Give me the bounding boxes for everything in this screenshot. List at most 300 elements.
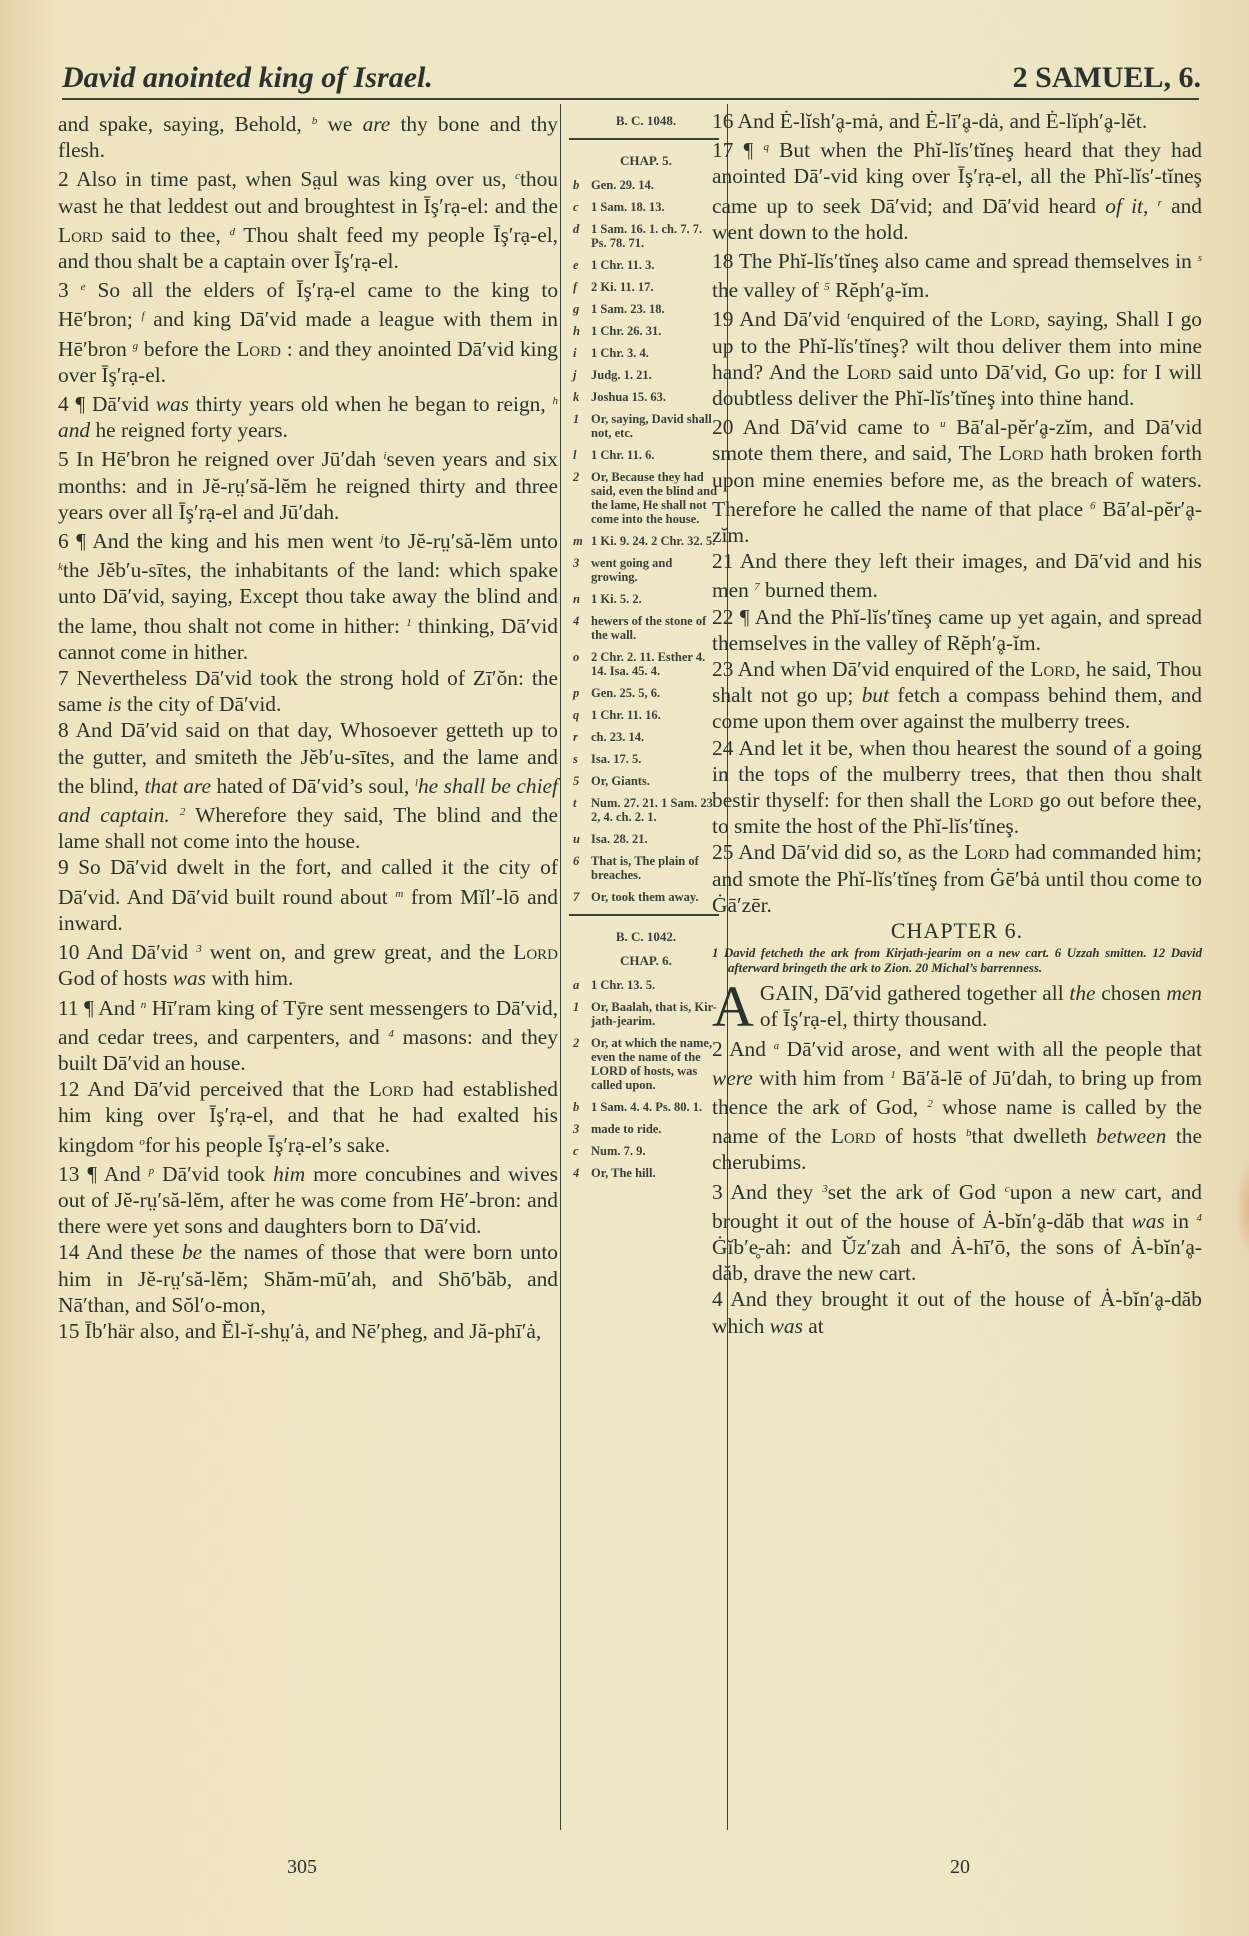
reference-text: 1 Sam. 18. 13. [591,200,665,214]
verse-text: before the [138,336,237,361]
reference-mark: j [380,532,384,545]
verse-text: of Īş′rạ-el, thirty thousand. [759,1007,988,1032]
verse-text: chosen [1095,981,1167,1006]
verse-text: the Jĕb′u-sītes, the inhabitants of the land: which spake unto Dā′vid, saying, Except thou take away the blind and the lame, thou shalt not come in hither: [58,558,558,638]
verse-text: 6 ¶ And the king and his men went [58,529,381,554]
italic-text: be [181,1240,203,1265]
small-caps-text: Lord [964,840,1010,865]
drop-cap: A [712,974,754,1040]
reference-letter: t [573,796,577,810]
reference-mark: 1 [890,1068,896,1081]
reference-text: 1 Ki. 9. 24. 2 Chr. 32. 5. [591,534,716,548]
reference-letter: i [573,346,577,360]
reference-list-chapter-6 [573,978,719,1180]
verse [712,656,1202,735]
reference-text: Or, took them away. [591,890,699,904]
reference-text: hewers of the stone of the wall. [591,614,707,642]
verse-text: and went down to the hold. [712,193,1202,244]
verse-text: Bā′ă-lē of Jū′dah, to bring up from thence the ark of God, [712,1065,1202,1119]
verse [58,388,558,443]
reference-rule [569,138,719,140]
reference-text: Isa. 28. 21. [591,832,648,846]
verse-text: whose name is called by the name of the [712,1094,1202,1149]
verse-text: we [317,112,363,136]
chapter-6-verses [712,974,1203,1339]
date-marker: B. C. 1042. [615,929,677,944]
reference-letter: 4 [573,614,580,628]
reference-text: Isa. 17. 5. [591,752,642,766]
verse-text: : and they anointed Dā′vid king over Īş′rạ-el. [58,336,558,387]
reference-entry [573,302,719,316]
verse-text: 17 ¶ [712,138,764,163]
reference-letter: o [573,650,580,664]
verse [712,548,1202,603]
chapter-heading: CHAPTER 6. [890,918,1024,944]
reference-text: Gen. 25. 5, 6. [591,686,661,700]
reference-entry [573,1000,719,1028]
verse-text: the city of Dā′vid. [121,692,282,717]
verse [712,108,1202,134]
verse [58,717,558,854]
reference-entry [573,448,719,462]
reference-mark: p [148,1164,155,1177]
reference-text: Joshua 15. 63. [591,390,667,404]
reference-letter: h [573,324,580,338]
reference-letter: k [573,390,580,404]
verse-text: said to thee, [102,222,230,247]
reference-entry [573,1122,719,1136]
verse [712,1033,1202,1176]
reference-text: went going and growing. [591,556,673,584]
reference-text: Gen. 29. 14. [591,178,654,192]
reference-text: 1 Chr. 11. 16. [591,708,661,722]
verse [58,1239,558,1318]
verse [712,974,1202,1040]
italic-text: he shall be chief and captain. [58,773,558,828]
reference-entry [573,686,719,700]
reference-mark: 3 [196,943,202,956]
reference-entry [573,1144,719,1158]
reference-letter: g [573,302,580,316]
verse [712,604,1202,656]
small-caps-text: Lord [998,441,1044,466]
verse-text [1148,194,1157,218]
small-caps-text: Lord [58,222,103,247]
reference-mark: 4 [1196,1211,1202,1224]
verse-text: Dā′vid arose, and went with all the people that [779,1036,1202,1061]
reference-mark: m [395,887,404,900]
reference-letter: r [573,730,578,744]
reference-text: 1 Chr. 11. 3. [591,258,655,272]
verse-text: 4 And they brought it out of the house of Ȧ-bĭn′ḁ-dăb which [712,1287,1202,1338]
verse-text: 10 And Dā′vid [58,940,197,965]
verse-text: Thou shalt feed my people Īş′rạ-el, and thou shalt be a captain over Īş′rạ-el. [58,222,558,274]
reference-entry [573,890,719,904]
reference-letter: m [573,534,583,548]
reference-letter: c [573,200,579,214]
verse-text: But when the Phĭ-lĭs′tĭneş heard that they had anointed Dā′-vid king over Īş′rạ-el, all the Phĭ-lĭs′-tĭneş came up to seek Dā′vid; and Dā′vid heard [712,138,1203,218]
verse-text: Hī′ram king of Tȳre sent messengers to Dā′vid, and cedar trees, and carpenters, and [58,995,558,1049]
verse-text: , he said, Thou shalt not go up; [712,657,1202,708]
italic-text: of it, [1105,193,1149,218]
reference-letter: 5 [573,774,580,788]
small-caps-text: Lord [988,788,1034,813]
verse-text: 19 And Dā′vid [712,307,848,332]
reference-text: Num. 7. 9. [591,1144,646,1158]
reference-mark: 4 [388,1027,394,1040]
reference-text: 1 Chr. 11. 6. [591,448,655,462]
verse-text: 7 Nevertheless Dā′vid took the strong hold of Zī′ŏn: the same [58,666,558,717]
small-caps-text: Lord [236,336,281,361]
small-caps-text: Lord [1030,657,1076,682]
reference-mark: 5 [824,281,830,294]
verse-text: 25 And Dā′vid did so, as the [712,840,965,865]
verse-text: 5 In Hē′bron he reigned over Jū′dah [58,447,384,472]
italic-text: men [1166,981,1202,1006]
chapter-marker: CHAP. 6. [620,953,672,968]
verse [712,1286,1202,1338]
verse-text: God of hosts [58,966,173,991]
verse-text: 18 The Phĭ-lĭs′tĭneş also came and spread themselves in [712,249,1198,274]
reference-letter: p [573,686,580,700]
reference-text: 1 Chr. 13. 5. [591,978,656,992]
small-caps-text: Lord [830,1124,876,1149]
reference-mark: 7 [754,581,760,594]
reference-entry [573,854,719,882]
italic-text: was [1131,1208,1165,1233]
verse [712,134,1202,245]
reference-mark: t [847,310,851,323]
reference-mark: b [311,115,318,127]
reference-letter: j [573,368,577,382]
italic-text: and [58,418,91,443]
verse-text: Bā′al-pĕr′ḁ-zĭm, and Dā′vid smote them there, and said, The [712,415,1202,466]
verse-text: Bā′al-pĕr′ḁ-zĭm. [712,496,1202,548]
verse-text: the names of those that were born unto him in Jĕ-rṳ′să-lĕm; Shăm-mū′ah, and Shō′băb, and Nā′than, and Sŏl′o-mon, [58,1240,559,1317]
reference-letter: a [573,978,580,992]
reference-text: 1 Ki. 5. 2. [591,592,642,606]
reference-entry [573,470,719,526]
verse-text: 16 And Ė-lĭsh′ḁ-mȧ, and Ė-lī′ḁ-dȧ, and Ė-lĭph′ḁ-lĕt. [712,109,1148,133]
verse-text: with him. [205,966,294,991]
italic-text: were [712,1065,753,1090]
reference-mark: h [552,395,558,408]
page-number-left: 305 [287,1856,317,1878]
chapter-5-verses [712,108,1202,918]
italic-text: that are [144,773,211,798]
reference-entry [573,324,719,338]
reference-text: Num. 27. 21. 1 Sam. 23. 2, 4. ch. 2. 1. [591,796,717,824]
reference-text: Or, Giants. [591,774,650,788]
verse-text: hated of Dā′vid’s soul, [210,773,415,798]
reference-mark: i [383,450,387,463]
verse-text: and spake, saying, Behold, [58,112,312,136]
verse-text: masons: and they built Dā′vid an house. [58,1024,559,1075]
verse [58,443,558,525]
italic-text: was [155,392,190,417]
reference-text: 2 Ki. 11. 17. [591,280,654,294]
verse-text: 3 [58,278,81,303]
reference-mark: g [132,339,139,352]
running-head-right: 2 SAMUEL, 6. [1012,61,1201,94]
reference-entry [573,368,719,382]
reference-mark: s [1197,252,1202,265]
verse-text: Ġĭb′e̥-ah: and Ŭz′zah and Ȧ-hī′ō, the sons of Ȧ-bĭn′ḁ-dăb, drave the new cart. [712,1234,1202,1286]
verse-text: 8 And Dā′vid said on that day, Whosoever getteth up to the gutter, and smiteth the Jĕb′u-sītes, and the lame and the blind, [58,718,558,798]
page-number-right: 20 [950,1856,970,1878]
reference-entry [573,280,719,294]
verse-text: 2 Also in time past, when Sa̤ul was king over us, [58,167,516,192]
reference-entry [573,796,719,824]
verse-text: and king Dā′vid made a league with them in Hē′bron [58,307,558,361]
verse [58,936,558,991]
verse-text: 21 And there they left their images, and Dā′vid and his men [712,549,1202,603]
verse-text: with him from [752,1065,891,1090]
reference-text: 1 Sam. 16. 1. ch. 7. 7. Ps. 78. 71. [591,222,703,250]
reference-mark: 1 [406,616,412,629]
verse-text: hath broken forth upon mine enemies before me, as the breach of waters. Therefore he called the name of that place [712,441,1202,521]
reference-mark: 6 [1090,499,1096,512]
reference-letter: d [573,222,580,236]
verse [58,992,558,1077]
verse-text: at [802,1313,824,1338]
verse-text: upon a new cart, and brought it out of the house of Ȧ-bĭn′ḁ-dăb that [712,1179,1203,1233]
reference-text: Or, Baalah, that is, Kir-jath-jearim. [591,1000,717,1028]
verse-text: Wherefore they said, The blind and the lame shall not come into the house. [58,803,558,854]
reference-text: ch. 23. 14. [591,730,645,744]
reference-letter: q [573,708,580,722]
reference-entry [573,222,719,250]
verse-text: had commanded him; and smote the Phĭ-lĭs′tĭneş from Ġē′bȧ until thou come to Ġā′zēr. [712,840,1202,917]
verse [712,735,1202,840]
reference-text: Judg. 1. 21. [591,368,652,382]
reference-mark: e [80,281,86,294]
verse-text: fetch a compass behind them, and come upon them over against the mulberry trees. [712,683,1202,734]
reference-letter: 6 [573,854,580,868]
verse-text: 11 ¶ And [58,995,141,1020]
reference-mark: o [139,1135,145,1148]
small-caps-text: Lord [846,359,892,384]
verse [58,854,558,936]
verse [58,1158,558,1240]
verse [58,1318,558,1344]
reference-mark: u [940,418,946,431]
reference-letter: s [573,752,578,766]
reference-entry [573,556,719,584]
reference-letter: 7 [573,890,580,904]
verse [58,525,558,665]
reference-letter: 1 [573,1000,580,1014]
small-caps-text: Lord [368,1077,414,1102]
reference-mark: f [141,310,145,323]
verse-text: 14 And these [58,1240,182,1265]
reference-entry [573,1100,719,1114]
verse-text: 22 ¶ And the Phĭ-lĭs′tĭneş came up yet again, and spread themselves in the valley of Rĕph′ḁ-ĭm. [712,604,1202,655]
reference-letter: 2 [573,470,580,484]
verse-text: thinking, Dā′vid cannot come in hither. [58,613,558,664]
reference-list-chapter-5 [573,178,719,904]
verse [712,1176,1202,1287]
verse [712,245,1202,303]
reference-entry [573,1036,719,1092]
italic-text: was [172,966,206,991]
verse [58,108,558,163]
reference-mark: n [140,998,147,1011]
reference-mark: q [763,141,769,154]
verse-text: , saying, Shall I go up to the Phĭ-lĭs′tĭneş? wilt thou deliver them into mine hand? And the [712,307,1202,384]
verse-text: 15 Īb′här also, and Ĕl-ĭ-shṳ′ȧ, and Nē′pheg, and Jă-phī′ȧ, [58,1318,542,1343]
italic-text: between [1096,1124,1167,1149]
reference-letter: l [573,448,577,462]
verse-text: 23 And when Dā′vid enquired of the [712,657,1031,682]
verse-text: go out before thee, to smite the host of the Phĭ-lĭs′tĭneş. [712,788,1202,839]
verse-text: more concubines and wives out of Jĕ-rṳ′să-lĕm, after he was come from Hē′-bron: and there were yet sons and daughters born to Dā′vid. [58,1161,559,1239]
reference-letter: 4 [573,1166,580,1180]
reference-entry [573,412,719,440]
reference-text: That is, The plain of breaches. [591,854,699,882]
reference-mark: 2 [927,1097,933,1110]
reference-text: Or, saying, David shall not, etc. [591,412,712,440]
reference-column [560,104,728,1830]
reference-entry [573,708,719,722]
reference-mark: r [1157,196,1162,209]
chapter-marker: CHAP. 5. [620,153,672,168]
reference-entry [573,614,719,642]
reference-letter: f [573,280,578,294]
italic-text: the [1069,981,1096,1006]
italic-text: is [107,692,122,717]
small-caps-text: Lord [990,307,1035,332]
left-text-column [58,108,558,1344]
reference-mark: c [515,170,520,183]
verse-text: set the ark of God [827,1179,1005,1204]
verse-text: GAIN, Dā′vid gathered together all [759,981,1070,1006]
verse-text [170,803,180,827]
reference-letter: b [573,1100,580,1114]
reference-text: 1 Sam. 4. 4. Ps. 80. 1. [591,1100,703,1114]
reference-mark: b [965,1127,972,1140]
reference-text: Or, Because they had said, even the blind and the lame, He shall not come into the house. [591,470,718,526]
reference-text: Or, The hill. [591,1166,656,1180]
verse-text: had established him king over Īş′rạ-el, and that he had exalted his kingdom [58,1077,558,1157]
reference-letter: u [573,832,580,846]
verse [58,665,558,717]
italic-text: him [273,1161,306,1186]
reference-entry [573,178,719,192]
reference-entry [573,978,719,992]
reference-letter: e [573,258,579,272]
reference-letter: 2 [573,1036,580,1050]
verse-text: thirty years old when he began to reign, [189,392,553,417]
reference-entry [573,752,719,766]
verse-text: burned them. [759,578,878,603]
verse [58,274,558,388]
reference-text: 1 Chr. 26. 31. [591,324,662,338]
reference-entry [573,650,719,678]
reference-entry [573,346,719,360]
reference-mark: c [1004,1182,1010,1195]
italic-text: but [861,683,890,708]
verse-text: enquired of the [850,307,991,332]
small-caps-text: Lord [513,940,558,965]
reference-letter: b [573,178,580,192]
reference-mark: l [414,776,418,789]
reference-letter: 3 [573,1122,580,1136]
reference-rule [569,914,719,916]
verse-text: 4 ¶ Dā′vid [58,392,156,417]
right-text-column [712,108,1202,1339]
reference-text: 1 Chr. 3. 4. [591,346,649,360]
reference-text: made to ride. [591,1122,662,1136]
verse [712,839,1202,918]
reference-letter: n [573,592,580,606]
verse-text: said unto Dā′vid, Go up: for I will doubtless deliver the Phĭ-lĭs′tĭneş into thine hand. [712,359,1202,411]
italic-text: was [769,1313,803,1338]
verse [712,411,1202,548]
date-marker: B. C. 1048. [615,113,677,128]
reference-text: Or, at which the name, even the name of the LORD of hosts, was called upon. [591,1036,713,1092]
verse-text: Rĕph′ḁ-ĭm. [829,278,930,303]
italic-text: are [362,112,391,136]
verse-text: thou wast he that leddest out and broughtest in Īş′rạ-el: and the [58,167,558,218]
reference-letter: 1 [573,412,580,426]
reference-entry [573,534,719,548]
reference-entry [573,258,719,272]
verse-text: thy bone and thy flesh. [58,112,559,163]
reference-mark: 3 [822,1182,828,1195]
reference-entry [573,832,719,846]
verse-text: 20 And Dā′vid came to [712,415,941,440]
reference-letter: 3 [573,556,580,570]
verse-text: 3 And they [712,1179,823,1204]
verse-text: the cherubims. [712,1124,1202,1175]
reference-text: 2 Chr. 2. 11. Esther 4. 14. Isa. 45. 4. [591,650,706,678]
reference-entry [573,200,719,214]
verse [712,303,1202,411]
running-head-left: David anointed king of Israel. [62,61,433,94]
reference-letter: c [573,1144,579,1158]
reference-mark: d [229,225,235,238]
verse-text: from Mĭl′-lō and inward. [58,884,558,935]
verse-text: he reigned forty years. [90,418,288,443]
reference-mark: 2 [179,806,186,819]
verse-text: Dā′vid took [154,1161,274,1186]
header-rule [62,98,1199,100]
reference-mark: k [58,561,63,574]
verse-text: 13 ¶ And [58,1161,149,1186]
reference-text: 1 Sam. 23. 18. [591,302,665,316]
verse-text: that dwelleth [971,1124,1097,1149]
reference-mark: a [773,1039,780,1052]
verse-text: 24 And let it be, when thou hearest the sound of a going in the tops of the mulberry trees, that then thou shalt bestir thyself: for then shall the [712,735,1202,813]
verse-text: 9 So Dā′vid dwelt in the fort, and called it the city of Dā′vid. And Dā′vid built round about [58,855,558,909]
verse-text: So all the elders of Īş′rạ-el came to the king to Hē′bron; [58,278,559,332]
verse-text: went on, and grew great, and the [201,940,514,965]
reference-entry [573,774,719,788]
verse-text: 2 And [712,1036,774,1061]
reference-entry [573,390,719,404]
verse-text: the valley of [712,278,825,303]
reference-entry [573,730,719,744]
reference-entry [573,592,719,606]
verse-text: of hosts [875,1124,966,1149]
thumb-index-tab[interactable] [1237,1160,1249,1256]
verse-text: to Jĕ-rṳ′să-lĕm unto [383,529,558,554]
chapter-summary: 1 David fetcheth the ark from Kirjath-jearim on a new cart. 6 Uzzah smitten. 12 David afterward bringeth the ark to Zion. 20 Michal’s barrenness. [712,946,1202,976]
verse-text: for his people Īş′rạ-el’s sake. [144,1132,391,1157]
reference-entry [573,1166,719,1180]
verse-text: in [1164,1208,1197,1233]
